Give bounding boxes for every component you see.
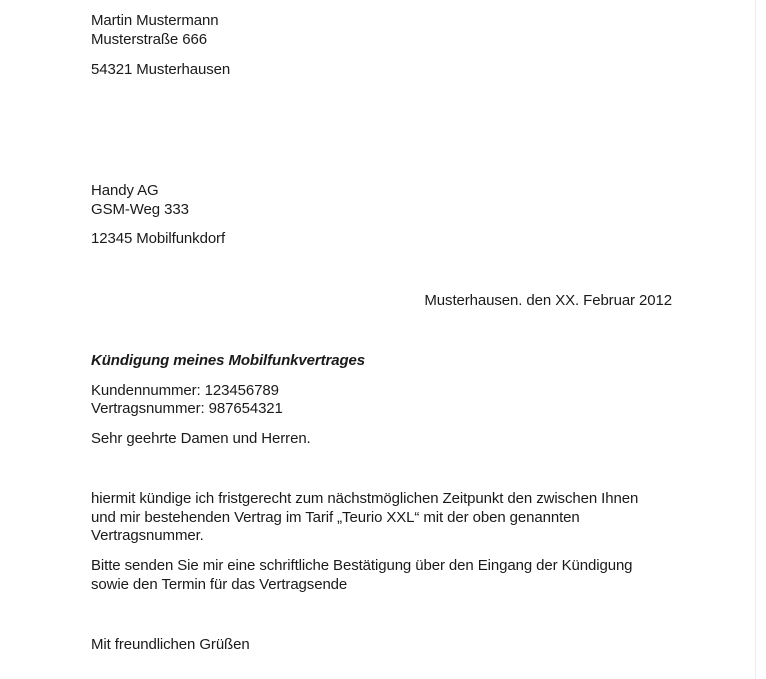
body-paragraph-1-line: Vertragsnummer. xyxy=(91,527,204,544)
customer-number: Kundennummer: 123456789 xyxy=(91,382,279,399)
recipient-street: GSM-Weg 333 xyxy=(91,201,189,218)
date-line: Musterhausen. den XX. Februar 2012 xyxy=(424,292,672,309)
closing: Mit freundlichen Grüßen xyxy=(91,636,250,653)
contract-number: Vertragsnummer: 987654321 xyxy=(91,400,283,417)
recipient-city: 12345 Mobilfunkdorf xyxy=(91,230,226,247)
subject-line: Kündigung meines Mobilfunkvertrages xyxy=(91,352,366,369)
sender-street: Musterstraße 666 xyxy=(91,31,207,48)
body-paragraph-1-line: hiermit kündige ich fristgerecht zum nächstmöglichen Zeitpunkt den zwischen Ihnen xyxy=(91,490,639,507)
body-paragraph-1-line: und mir bestehenden Vertrag im Tarif „Teurio XXL“ mit der oben genannten xyxy=(91,509,580,526)
sender-city: 54321 Musterhausen xyxy=(91,61,231,78)
salutation: Sehr geehrte Damen und Herren. xyxy=(91,430,311,447)
recipient-company: Handy AG xyxy=(91,182,159,199)
sender-name: Martin Mustermann xyxy=(91,12,219,29)
body-paragraph-2-line: sowie den Termin für das Vertragsende xyxy=(91,576,348,593)
body-paragraph-2-line: Bitte senden Sie mir eine schriftliche Bestätigung über den Eingang der Kündigung xyxy=(91,557,633,574)
